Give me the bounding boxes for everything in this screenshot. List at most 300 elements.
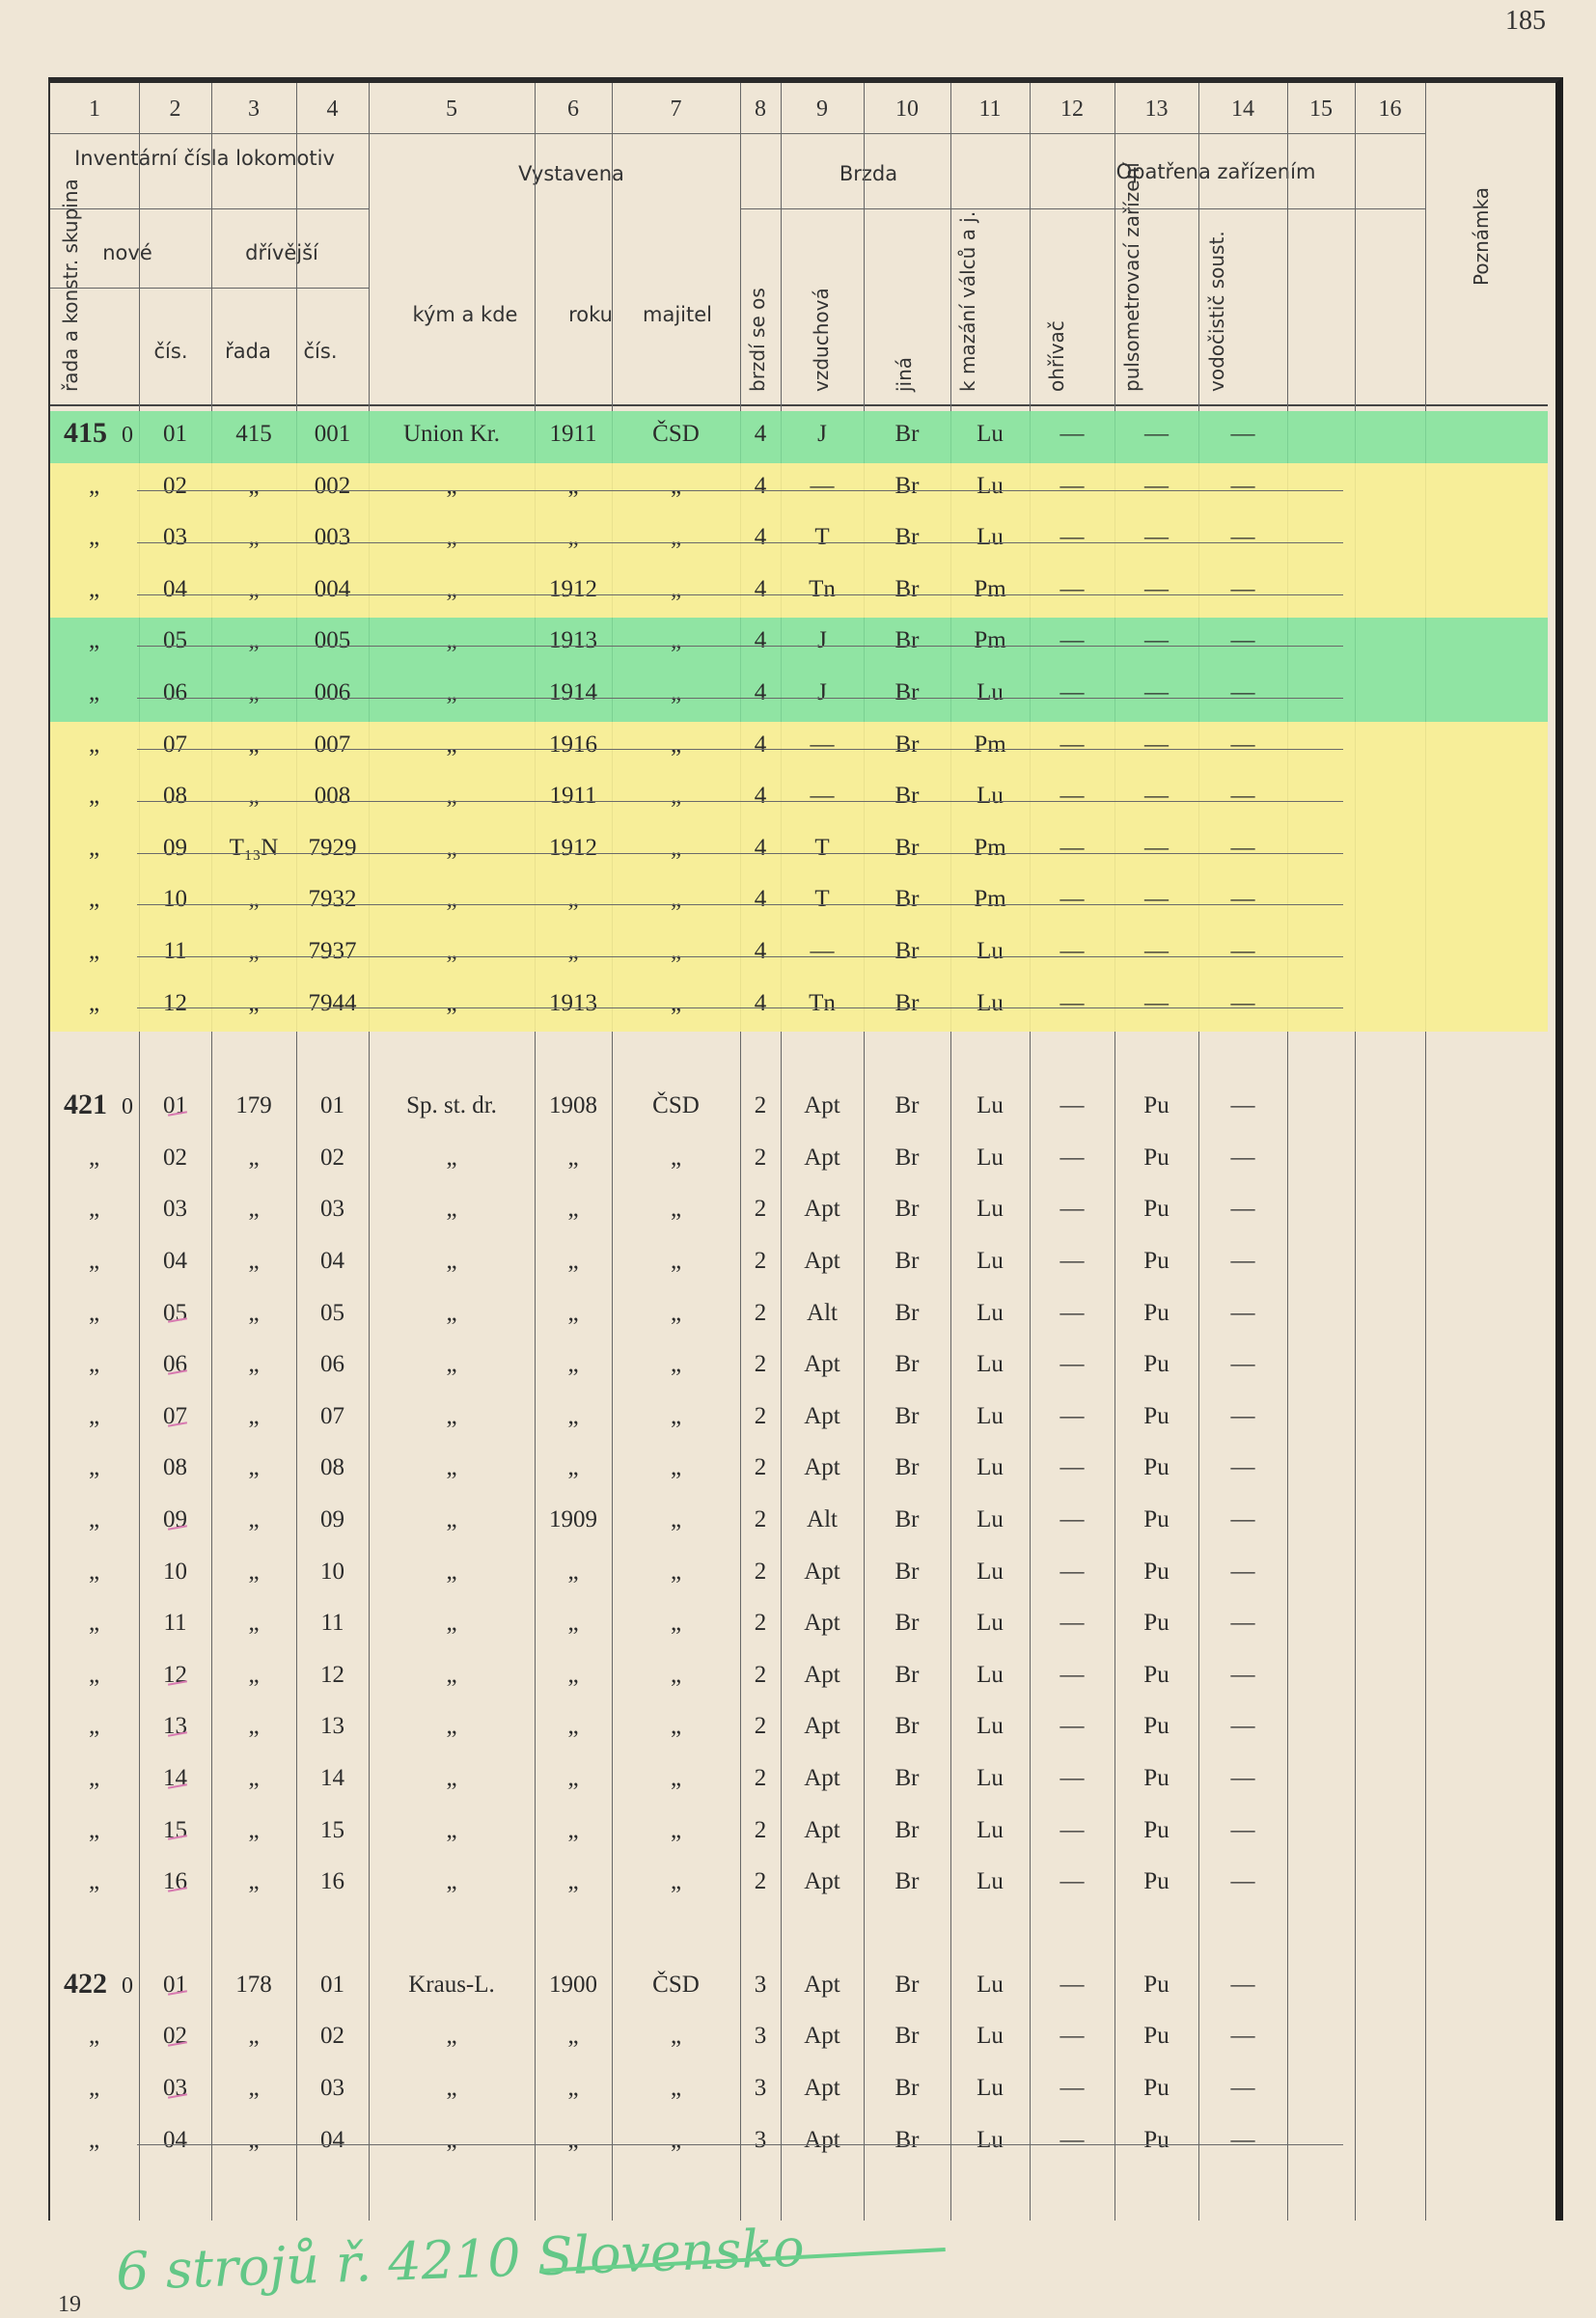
cell-c5: „ (446, 1248, 457, 1274)
column-number: 10 (895, 97, 919, 122)
cell-c12: — (1059, 679, 1085, 705)
cell-c5: Kraus-L. (408, 1971, 495, 1998)
cell-c10: Br (894, 1765, 920, 1791)
cell-c7: „ (670, 472, 682, 499)
cell-c12: — (1059, 1092, 1085, 1119)
cell-c7: „ (670, 783, 682, 810)
cell-c11: Lu (977, 1816, 1004, 1843)
cell-c2: 13 (163, 1713, 187, 1740)
cell-c10: Br (894, 679, 920, 705)
cell-c14: — (1230, 1661, 1255, 1688)
cell-c13: Pu (1143, 1661, 1169, 1688)
ditto-mark: „ (89, 1765, 100, 1791)
cell-c2: 09 (163, 1506, 187, 1532)
cell-c4: 04 (320, 2126, 344, 2153)
cell-c11: Pm (974, 886, 1006, 913)
cell-c3: 415 (235, 421, 272, 447)
ditto-mark: „ (89, 1144, 100, 1171)
strike-line (137, 594, 1343, 595)
cell-c8: 3 (754, 2023, 767, 2050)
cell-c10: Br (894, 1196, 920, 1223)
strike-line (137, 1007, 1343, 1008)
cell-c7: „ (670, 731, 682, 758)
cell-c5: „ (446, 1713, 457, 1740)
cell-c2: 12 (163, 989, 187, 1016)
cell-c7: „ (670, 627, 682, 654)
cell-c3: „ (248, 472, 260, 499)
cell-c10: Br (894, 1971, 920, 1998)
cell-c6: „ (567, 472, 579, 499)
cell-c8: 2 (754, 1765, 767, 1791)
cell-c10: Br (894, 2023, 920, 2050)
cell-c6: 1914 (549, 679, 597, 705)
header-drivejsi: dřívější (245, 241, 318, 264)
cell-c9: Apt (804, 1765, 840, 1791)
cell-c9: Apt (804, 1868, 840, 1895)
cell-c14: — (1230, 1299, 1255, 1326)
cell-c9: J (817, 627, 827, 654)
cell-c8: 4 (754, 989, 767, 1016)
cell-c9: T (814, 524, 830, 551)
cell-c10: Br (894, 1351, 920, 1378)
cell-c13: Pu (1143, 1402, 1169, 1429)
cell-c10: Br (894, 524, 920, 551)
strike-line (137, 749, 1343, 750)
cell-c5: „ (446, 1196, 457, 1223)
cell-c6: „ (567, 886, 579, 913)
cell-c6: „ (567, 1765, 579, 1791)
cell-c12: — (1059, 421, 1085, 447)
column-rule (1355, 83, 1356, 2221)
cell-c6: „ (567, 1454, 579, 1481)
header-brzdi-se-os: brzdí se os (746, 288, 769, 392)
cell-c13: Pu (1143, 1765, 1169, 1791)
cell-c9: Apt (804, 2023, 840, 2050)
cell-c6: 1908 (549, 1092, 597, 1119)
cell-c9: T (814, 834, 830, 861)
cell-c11: Lu (977, 1351, 1004, 1378)
cell-c7: „ (670, 1765, 682, 1791)
cell-c8: 4 (754, 421, 767, 447)
cell-c9: — (810, 783, 835, 810)
cell-c7: „ (670, 1610, 682, 1637)
cell-c3: „ (248, 1144, 260, 1171)
header-inventarni: Inventární čísla lokomotiv (74, 147, 335, 170)
cell-c6: „ (567, 1713, 579, 1740)
cell-c3: „ (248, 1868, 260, 1895)
cell-c4: 03 (320, 1196, 344, 1223)
cell-c7: „ (670, 575, 682, 602)
cell-c11: Lu (977, 938, 1004, 964)
cell-c5: „ (446, 1506, 457, 1532)
cell-c8: 2 (754, 1454, 767, 1481)
cell-c12: — (1059, 1868, 1085, 1895)
strike-line (137, 801, 1343, 802)
cell-c11: Lu (977, 421, 1004, 447)
cell-c11: Lu (977, 1248, 1004, 1274)
cell-c11: Lu (977, 524, 1004, 551)
cell-c12: — (1059, 1196, 1085, 1223)
cell-c13: Pu (1143, 2075, 1169, 2101)
cell-c5: „ (446, 1816, 457, 1843)
cell-c9: Apt (804, 1402, 840, 1429)
cell-c10: Br (894, 1402, 920, 1429)
cell-c4: 10 (320, 1558, 344, 1585)
cell-c9: Apt (804, 1351, 840, 1378)
cell-c14: — (1230, 1351, 1255, 1378)
ditto-mark: „ (89, 1868, 100, 1895)
cell-c11: Lu (977, 1971, 1004, 1998)
header-jina: jiná (893, 356, 916, 392)
cell-c10: Br (894, 731, 920, 758)
cell-c6: „ (567, 2126, 579, 2153)
header-rule (50, 133, 1425, 134)
series-number: 415 (64, 417, 107, 449)
cell-c6: 1912 (549, 834, 597, 861)
cell-c10: Br (894, 421, 920, 447)
cell-c6: „ (567, 1248, 579, 1274)
cell-c3: „ (248, 524, 260, 551)
cell-c10: Br (894, 989, 920, 1016)
cell-c7: „ (670, 989, 682, 1016)
cell-c13: Pu (1143, 1351, 1169, 1378)
cell-c11: Lu (977, 1144, 1004, 1171)
cell-c10: Br (894, 938, 920, 964)
cell-c3: „ (248, 938, 260, 964)
cell-c13: Pu (1143, 1713, 1169, 1740)
cell-c12: — (1059, 1402, 1085, 1429)
cell-c7: „ (670, 834, 682, 861)
cell-c9: — (810, 472, 835, 499)
cell-c3: „ (248, 627, 260, 654)
cell-c10: Br (894, 1144, 920, 1171)
cell-c11: Lu (977, 1196, 1004, 1223)
ditto-mark: „ (89, 989, 100, 1016)
column-number: 9 (816, 97, 828, 122)
cell-c6: „ (567, 1610, 579, 1637)
cell-c14: — (1230, 524, 1255, 551)
cell-c3: „ (248, 731, 260, 758)
cell-c7: „ (670, 1144, 682, 1171)
cell-c10: Br (894, 1713, 920, 1740)
cell-c3: „ (248, 1196, 260, 1223)
header-cis-1: čís. (153, 340, 188, 363)
cell-c4: 05 (320, 1299, 344, 1326)
cell-c6: „ (567, 524, 579, 551)
ditto-mark: „ (89, 524, 100, 551)
cell-c14: — (1230, 1971, 1255, 1998)
cell-c2: 04 (163, 2126, 187, 2153)
ledger-table (48, 77, 1563, 2221)
cell-c12: — (1059, 1661, 1085, 1688)
cell-c10: Br (894, 1610, 920, 1637)
cell-c14: — (1230, 731, 1255, 758)
cell-c10: Br (894, 783, 920, 810)
cell-c2: 04 (163, 1248, 187, 1274)
column-number: 3 (248, 97, 260, 122)
cell-c4: 02 (320, 1144, 344, 1171)
cell-c7: „ (670, 1558, 682, 1585)
cell-c11: Lu (977, 1868, 1004, 1895)
cell-c8: 2 (754, 1196, 767, 1223)
cell-c6: „ (567, 1351, 579, 1378)
cell-c12: — (1059, 2023, 1085, 2050)
page-number: 185 (1505, 6, 1546, 36)
cell-c6: 1913 (549, 627, 597, 654)
cell-c3: „ (248, 886, 260, 913)
cell-c5: Sp. st. dr. (406, 1092, 497, 1119)
cell-c4: 09 (320, 1506, 344, 1532)
ditto-mark: „ (89, 1351, 100, 1378)
cell-c4: 7937 (308, 938, 357, 964)
cell-c12: — (1059, 472, 1085, 499)
header-rule (50, 404, 1548, 406)
header-rule (740, 208, 1425, 209)
ditto-mark: „ (89, 1661, 100, 1688)
cell-c2: 01 (163, 1092, 187, 1119)
cell-c13: — (1144, 421, 1169, 447)
cell-c11: Lu (977, 1610, 1004, 1637)
column-number: 6 (567, 97, 579, 122)
cell-c7: „ (670, 679, 682, 705)
cell-c8: 2 (754, 1351, 767, 1378)
cell-c14: — (1230, 1402, 1255, 1429)
cell-c9: J (817, 421, 827, 447)
cell-c11: Lu (977, 1558, 1004, 1585)
cell-c9: Alt (807, 1299, 838, 1326)
cell-c13: Pu (1143, 1506, 1169, 1532)
cell-c4: 01 (320, 1971, 344, 1998)
cell-c3: „ (248, 1299, 260, 1326)
cell-c4: 11 (320, 1610, 344, 1637)
cell-c7: ČSD (652, 1092, 700, 1119)
cell-c2: 02 (163, 2023, 187, 2050)
column-number: 8 (755, 97, 766, 122)
cell-c12: — (1059, 2075, 1085, 2101)
cell-c13: Pu (1143, 1868, 1169, 1895)
cell-c9: Tn (809, 575, 836, 602)
cell-c14: — (1230, 783, 1255, 810)
cell-c4: 13 (320, 1713, 344, 1740)
cell-c4: 008 (314, 783, 351, 810)
cell-c2: 12 (163, 1661, 187, 1688)
cell-c7: „ (670, 1248, 682, 1274)
cell-c9: Apt (804, 1558, 840, 1585)
cell-c10: Br (894, 472, 920, 499)
cell-c2: 07 (163, 731, 187, 758)
cell-c14: — (1230, 575, 1255, 602)
cell-c8: 2 (754, 1506, 767, 1532)
header-ohrivac: ohřívač (1045, 320, 1068, 392)
cell-c13: — (1144, 472, 1169, 499)
cell-c7: „ (670, 1402, 682, 1429)
cell-c2: 05 (163, 627, 187, 654)
cell-c5: „ (446, 834, 457, 861)
cell-c7: „ (670, 2075, 682, 2101)
header-vystavena: Vystavena (518, 162, 624, 185)
cell-c8: 4 (754, 679, 767, 705)
cell-c8: 2 (754, 1092, 767, 1119)
cell-c13: — (1144, 627, 1169, 654)
cell-c14: — (1230, 834, 1255, 861)
cell-c8: 2 (754, 1248, 767, 1274)
ditto-mark: „ (89, 1610, 100, 1637)
cell-c4: 007 (314, 731, 351, 758)
cell-c10: Br (894, 1092, 920, 1119)
strike-line (137, 904, 1343, 905)
cell-c10: Br (894, 834, 920, 861)
cell-c4: 005 (314, 627, 351, 654)
cell-c7: „ (670, 886, 682, 913)
cell-c6: „ (567, 1299, 579, 1326)
cell-c12: — (1059, 524, 1085, 551)
cell-c14: — (1230, 1816, 1255, 1843)
ditto-mark: „ (89, 2075, 100, 2101)
cell-c14: — (1230, 2023, 1255, 2050)
cell-c11: Lu (977, 1506, 1004, 1532)
cell-c12: — (1059, 834, 1085, 861)
cell-c8: 4 (754, 731, 767, 758)
cell-c6: „ (567, 1402, 579, 1429)
ditto-mark: „ (89, 1713, 100, 1740)
cell-c14: — (1230, 472, 1255, 499)
cell-c11: Lu (977, 989, 1004, 1016)
header-roku: roku (568, 303, 613, 326)
cell-c2: 02 (163, 1144, 187, 1171)
ditto-mark: „ (89, 1248, 100, 1274)
cell-c11: Pm (974, 575, 1006, 602)
cell-c10: Br (894, 886, 920, 913)
strike-line (137, 646, 1343, 647)
cell-c9: Tn (809, 989, 836, 1016)
cell-c11: Lu (977, 783, 1004, 810)
strike-line (137, 853, 1343, 854)
cell-c4: 14 (320, 1765, 344, 1791)
cell-c9: J (817, 679, 827, 705)
cell-c4: 08 (320, 1454, 344, 1481)
cell-c14: — (1230, 1454, 1255, 1481)
cell-c3: „ (248, 1661, 260, 1688)
cell-c9: Apt (804, 1713, 840, 1740)
cell-c6: „ (567, 1558, 579, 1585)
column-number: 16 (1378, 97, 1402, 122)
header-k-mazani: k mazání válců a j. (956, 210, 979, 392)
cell-c2: 03 (163, 1196, 187, 1223)
cell-c8: 2 (754, 1144, 767, 1171)
cell-c3: „ (248, 2075, 260, 2101)
cell-c9: T (814, 886, 830, 913)
cell-c14: — (1230, 1144, 1255, 1171)
cell-c8: 2 (754, 1299, 767, 1326)
cell-c13: Pu (1143, 2023, 1169, 2050)
cell-c5: „ (446, 731, 457, 758)
header-vodocistic: vodočistič soust. (1205, 231, 1228, 392)
ditto-mark: „ (89, 1299, 100, 1326)
cell-c10: Br (894, 1816, 920, 1843)
cell-c8: 4 (754, 575, 767, 602)
cell-c9: Apt (804, 2126, 840, 2153)
strike-line (137, 542, 1343, 543)
cell-c7: ČSD (652, 421, 700, 447)
cell-c8: 4 (754, 886, 767, 913)
header-rule (50, 208, 369, 209)
cell-c4: 12 (320, 1661, 344, 1688)
cell-c9: Apt (804, 1971, 840, 1998)
cell-c12: — (1059, 1506, 1085, 1532)
cell-c3: „ (248, 1558, 260, 1585)
cell-c5: „ (446, 938, 457, 964)
series-subgroup: 0 (122, 423, 133, 448)
cell-c12: — (1059, 938, 1085, 964)
cell-c4: 004 (314, 575, 351, 602)
cell-c14: — (1230, 1765, 1255, 1791)
cell-c8: 4 (754, 472, 767, 499)
cell-c3: „ (248, 783, 260, 810)
header-majitel: majitel (643, 303, 712, 326)
cell-c8: 2 (754, 1402, 767, 1429)
cell-c6: „ (567, 1868, 579, 1895)
column-rule (1425, 83, 1426, 2221)
column-number: 11 (978, 97, 1002, 122)
cell-c9: Apt (804, 1454, 840, 1481)
cell-c12: — (1059, 575, 1085, 602)
cell-c9: Apt (804, 1144, 840, 1171)
cell-c3: „ (248, 679, 260, 705)
cell-c5: „ (446, 2126, 457, 2153)
cell-c14: — (1230, 938, 1255, 964)
cell-c7: „ (670, 1506, 682, 1532)
header-cis-2: čís. (303, 340, 338, 363)
cell-c11: Lu (977, 1713, 1004, 1740)
cell-c8: 2 (754, 1661, 767, 1688)
cell-c3: „ (248, 2126, 260, 2153)
cell-c6: 1916 (549, 731, 597, 758)
cell-c6: 1911 (549, 421, 597, 447)
column-number: 14 (1231, 97, 1254, 122)
cell-c5: „ (446, 472, 457, 499)
cell-c13: Pu (1143, 1816, 1169, 1843)
cell-c4: 01 (320, 1092, 344, 1119)
cell-c4: 07 (320, 1402, 344, 1429)
cell-c8: 4 (754, 783, 767, 810)
cell-c3: „ (248, 1506, 260, 1532)
cell-c12: — (1059, 1454, 1085, 1481)
cell-c2: 09 (163, 834, 187, 861)
cell-c14: — (1230, 1092, 1255, 1119)
cell-c2: 03 (163, 2075, 187, 2101)
cell-c14: — (1230, 2126, 1255, 2153)
column-rule (1287, 83, 1288, 2221)
cell-c11: Lu (977, 2126, 1004, 2153)
cell-c11: Pm (974, 627, 1006, 654)
cell-c13: Pu (1143, 1454, 1169, 1481)
cell-c12: — (1059, 1610, 1085, 1637)
cell-c5: „ (446, 783, 457, 810)
cell-c2: 01 (163, 1971, 187, 1998)
cell-c5: „ (446, 1351, 457, 1378)
cell-c9: Apt (804, 1610, 840, 1637)
cell-c10: Br (894, 1868, 920, 1895)
cell-c4: 06 (320, 1351, 344, 1378)
cell-c5: „ (446, 1765, 457, 1791)
cell-c3: „ (248, 1351, 260, 1378)
ditto-mark: „ (89, 783, 100, 810)
ditto-mark: „ (89, 1816, 100, 1843)
cell-c3: „ (248, 989, 260, 1016)
cell-c3: „ (248, 1454, 260, 1481)
ditto-mark: „ (89, 834, 100, 861)
header-rule (50, 288, 369, 289)
